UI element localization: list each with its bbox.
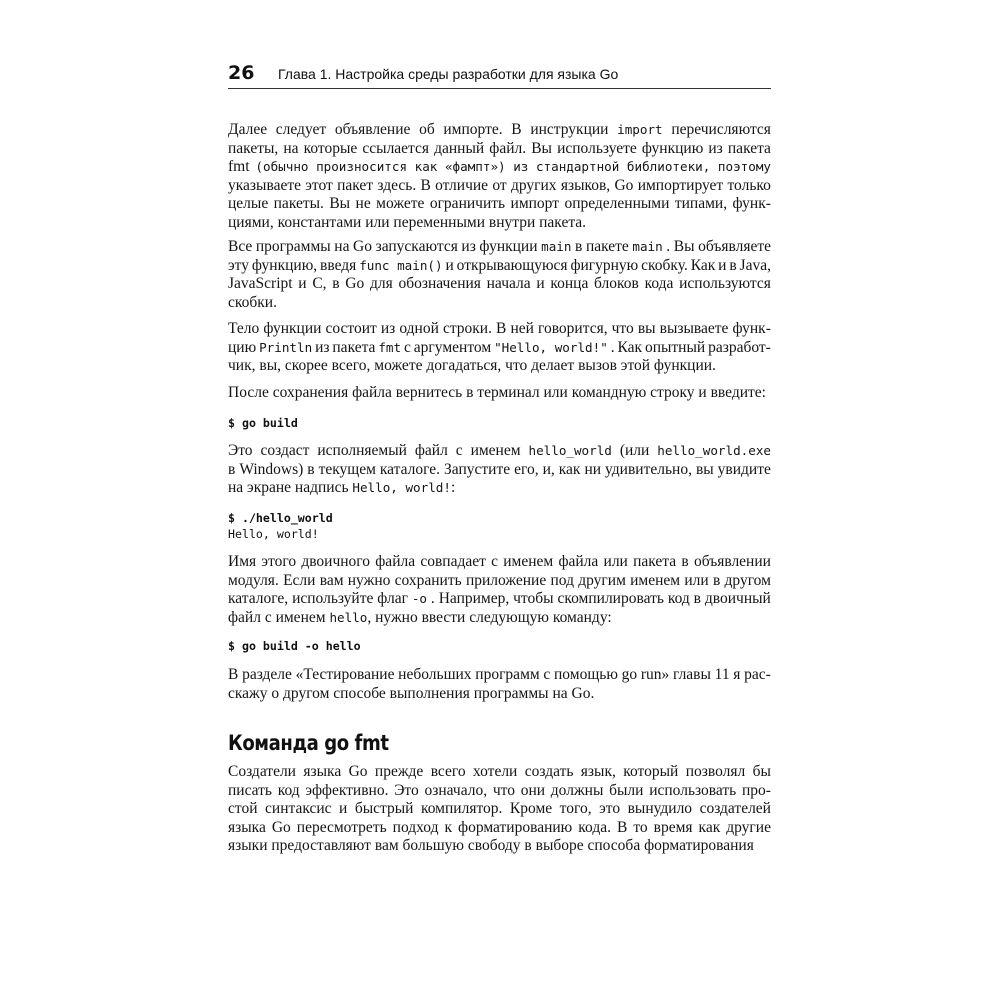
word: писать	[228, 781, 272, 799]
word: флаг	[377, 590, 408, 608]
word: всего	[430, 763, 466, 780]
inline-code: Hello, world!	[352, 480, 451, 496]
word: Вы	[329, 195, 351, 213]
program-output: Hello, world!	[228, 527, 319, 541]
text-line	[228, 238, 771, 257]
text-segment: скобки.	[228, 293, 277, 311]
paragraph-binary-name	[228, 553, 771, 627]
word: функ-	[732, 195, 771, 213]
word: здесь.	[377, 176, 417, 194]
word: программ	[475, 666, 540, 683]
word: указываете	[228, 176, 301, 194]
text-line	[228, 782, 771, 801]
word: язык,	[580, 763, 616, 780]
text-line	[228, 158, 771, 177]
paragraph-go-run-reference	[228, 666, 771, 703]
word: Java,	[739, 256, 771, 274]
inline-code: import	[617, 122, 663, 137]
word: вызываете	[659, 320, 729, 337]
word: этот	[305, 176, 333, 194]
word: строки.	[442, 320, 492, 337]
word: других	[510, 176, 557, 194]
word: Имя	[228, 553, 257, 570]
word: то	[633, 818, 648, 836]
word: пакета	[332, 338, 376, 356]
word: Windows)	[239, 460, 304, 478]
word: сохранить	[394, 571, 462, 589]
word: я	[733, 666, 741, 683]
word: небольших	[398, 666, 472, 683]
word: в	[693, 590, 701, 608]
word: блоков	[594, 275, 639, 293]
text-line	[228, 572, 771, 591]
word: run»	[640, 666, 670, 683]
word: обозначения	[398, 275, 481, 293]
text-line	[228, 461, 771, 480]
word: рас-	[744, 666, 771, 683]
word: языка	[303, 763, 342, 780]
word: объявление	[334, 121, 411, 138]
word: и	[536, 275, 545, 293]
text-line	[228, 800, 771, 819]
word: пакета	[633, 553, 677, 570]
word: В	[616, 818, 628, 836]
word: вам	[319, 571, 344, 589]
word: объявляете	[698, 238, 771, 255]
text-line	[228, 177, 771, 196]
word: В	[511, 121, 522, 138]
inline-code: Println	[259, 339, 313, 355]
word: и	[339, 800, 348, 818]
word: импорт	[510, 195, 559, 213]
word: помощью	[554, 666, 618, 683]
word: Go	[614, 176, 634, 194]
word: 11	[714, 666, 730, 683]
word: Go	[353, 238, 372, 255]
text-line	[228, 609, 771, 628]
word: из	[380, 320, 396, 337]
section-heading: Команда go fmt	[228, 731, 389, 755]
text-line	[228, 214, 771, 233]
word: были	[609, 781, 644, 799]
word: форматированию	[458, 818, 573, 836]
word: функ-	[732, 320, 771, 337]
word: Как	[617, 338, 643, 356]
paragraph-main-function	[228, 238, 771, 312]
word: подход	[392, 818, 439, 836]
word: в	[228, 460, 236, 478]
word: из	[708, 139, 723, 157]
inline-code: fmt	[378, 339, 402, 355]
word: определенными	[564, 195, 670, 213]
word: открывающуюся	[456, 256, 568, 274]
text-line	[228, 320, 771, 339]
word: отличие	[435, 176, 489, 194]
word: введя	[320, 256, 357, 274]
word: fmt	[228, 158, 250, 176]
word: как	[698, 818, 721, 836]
word: состоит	[325, 320, 377, 337]
word: с	[543, 666, 551, 683]
word: перечисляются	[671, 121, 771, 138]
word: .	[666, 238, 671, 255]
code-block-run-hello	[228, 510, 333, 542]
text-line	[228, 339, 771, 358]
word: позволял	[685, 763, 746, 780]
text-line	[228, 685, 771, 704]
word: пересмотреть	[296, 818, 387, 836]
inline-code: hello	[329, 609, 368, 625]
word: с	[491, 553, 499, 570]
word: функции	[263, 320, 322, 337]
paragraph-go-fmt	[228, 763, 771, 856]
word: ни	[584, 460, 602, 478]
word: используете	[557, 139, 637, 157]
word: разделе	[242, 666, 292, 683]
word: как	[558, 460, 581, 478]
word: Если	[283, 571, 316, 589]
word: JavaScript	[228, 275, 293, 293]
word: который	[623, 763, 679, 780]
word: в	[681, 553, 689, 570]
word: именем	[470, 442, 521, 459]
text-segment: :	[450, 479, 456, 497]
inline-code: main	[541, 239, 572, 254]
word: и	[718, 256, 727, 274]
word: (или	[619, 442, 650, 459]
word: каталоге,	[228, 590, 289, 608]
word: аргументом	[413, 338, 492, 356]
word: целые	[228, 195, 269, 213]
word: с	[455, 442, 463, 459]
word: пакет	[337, 176, 374, 194]
word: другие	[726, 818, 771, 836]
word: кода	[644, 275, 674, 293]
word: с	[404, 338, 411, 356]
word: конца	[550, 275, 589, 293]
word: текущем	[318, 460, 376, 478]
word: прежде	[374, 763, 424, 780]
word: модуля.	[228, 571, 279, 589]
text-segment: чик, вы, скорее всего, можете догадаться, что делает вызов этой функции.	[228, 357, 716, 375]
word: двоичный	[704, 590, 771, 608]
word: из	[461, 238, 476, 255]
word: стой	[228, 800, 258, 818]
word: код	[667, 590, 690, 608]
word: объявлении	[693, 553, 771, 570]
word: следует	[275, 121, 327, 138]
word: одной	[399, 320, 439, 337]
word: запускаются	[375, 238, 458, 255]
word: этого	[261, 553, 297, 570]
text-line	[228, 590, 771, 609]
word: типами,	[674, 195, 728, 213]
chapter-title: Глава 1. Настройка среды разработки для языка Go	[278, 66, 619, 82]
word: для	[369, 275, 393, 293]
text-line	[228, 275, 771, 294]
word: Например,	[438, 590, 510, 608]
word: Далее	[228, 121, 268, 138]
word: В	[228, 666, 239, 683]
text-line	[228, 257, 771, 276]
text-line	[228, 763, 771, 782]
word: Вы	[673, 238, 695, 255]
text-line	[228, 837, 771, 856]
word: В	[496, 320, 507, 337]
word: к	[444, 818, 453, 836]
word: импорте.	[443, 121, 503, 138]
word: использовать	[649, 781, 737, 799]
word: в	[332, 275, 340, 293]
word: Go	[345, 275, 365, 293]
word: цию	[228, 338, 257, 356]
shell-command: $ go build	[228, 416, 298, 430]
word: go	[621, 666, 638, 683]
text-line	[228, 666, 771, 685]
text-line	[228, 442, 771, 461]
word: Как	[690, 256, 716, 274]
text-line	[228, 140, 771, 159]
word: Тело	[228, 320, 260, 337]
text-line	[228, 357, 771, 376]
word: другим	[578, 571, 626, 589]
word: пакеты,	[228, 139, 279, 157]
word: быстрый	[354, 800, 414, 818]
word: пакеты.	[273, 195, 324, 213]
word: они	[520, 781, 546, 799]
word: C,	[312, 275, 327, 293]
text-segment: , нужно ввести следующую команду:	[367, 608, 612, 626]
word: функцию,	[251, 256, 318, 274]
word: ней	[510, 320, 534, 337]
word: синтаксис	[265, 800, 332, 818]
word: которые	[303, 139, 358, 157]
word: именем	[630, 571, 681, 589]
word: на	[283, 139, 299, 157]
inline-code: -o	[411, 591, 428, 607]
word: на	[334, 238, 350, 255]
inline-code: func main()	[359, 257, 443, 273]
word: Это	[394, 781, 419, 799]
word: создаст	[260, 442, 310, 459]
word: опытный	[644, 338, 706, 356]
text-line	[228, 294, 771, 313]
word: используйте	[292, 590, 374, 608]
word: вы	[637, 320, 656, 337]
word: его,	[514, 460, 539, 478]
word: только	[727, 176, 771, 194]
word: говорится,	[538, 320, 608, 337]
word: языка	[228, 818, 266, 836]
word: В	[420, 176, 431, 194]
word: или	[603, 553, 628, 570]
word: данный	[434, 139, 485, 157]
word: в	[575, 238, 583, 255]
word: или	[684, 571, 709, 589]
word: языков,	[560, 176, 611, 194]
word: приложение	[465, 571, 547, 589]
code-block-go-build	[228, 415, 298, 431]
word: используются	[679, 275, 771, 293]
word: файл	[414, 442, 448, 459]
word: исполняемый	[317, 442, 407, 459]
word: именем	[503, 553, 554, 570]
word: функцию	[641, 139, 704, 157]
word: .	[430, 590, 435, 608]
word: Вы	[531, 139, 552, 157]
text-line	[228, 819, 771, 838]
word: Это	[228, 442, 253, 459]
word: Запустите	[444, 460, 511, 478]
word: файл.	[489, 139, 527, 157]
word: не	[355, 195, 371, 213]
word: файла	[558, 553, 599, 570]
inline-code: main	[632, 239, 663, 254]
word: от	[492, 176, 507, 194]
word: ссылается	[362, 139, 430, 157]
word: из	[315, 338, 330, 356]
word: эту	[228, 256, 249, 274]
word: должны	[550, 781, 604, 799]
word: время	[653, 818, 693, 836]
paragraph-import	[228, 121, 771, 233]
word: в	[712, 571, 721, 589]
word: главы	[673, 666, 711, 683]
word: файла	[375, 553, 416, 570]
word: импортирует	[637, 176, 724, 194]
word: пакета	[727, 139, 771, 157]
inline-code: "Hello, world!"	[494, 339, 608, 355]
word: совпадает	[420, 553, 486, 570]
word: в	[729, 256, 737, 274]
inline-code: hello_world.exe	[657, 443, 771, 458]
word: нужно	[347, 571, 391, 589]
word: и	[445, 256, 454, 274]
page-number: 26	[228, 62, 255, 84]
text-segment: на экране надпись	[228, 479, 353, 497]
word: под	[550, 571, 574, 589]
text-line	[228, 384, 771, 403]
word: это	[599, 800, 621, 818]
text-line	[228, 479, 771, 498]
inline-code: (обычно произносится как «фампт») из стандартной библиотеки, поэтому	[255, 159, 771, 175]
running-head	[228, 60, 771, 89]
word: можете	[376, 195, 425, 213]
word: хотели	[472, 763, 518, 780]
text-segment: скажу о другом способе выполнения программы на Go.	[228, 684, 595, 702]
word: вы	[695, 460, 714, 478]
paragraph-save-file	[228, 384, 771, 403]
word: Кроме	[509, 800, 553, 818]
text-segment: После сохранения файла вернитесь в терминал или командную строку и введите:	[228, 384, 766, 401]
word: того,	[559, 800, 592, 818]
word: код	[277, 781, 300, 799]
word: об	[419, 121, 435, 138]
word: в	[307, 460, 315, 478]
text-segment: языки предоставляют вам большую свободу в выборе способа форматирования	[228, 837, 754, 855]
word: и	[298, 275, 307, 293]
word: пакете	[585, 238, 629, 255]
paragraph-executable	[228, 442, 771, 498]
word: чтобы	[513, 590, 554, 608]
word: .	[610, 338, 615, 356]
word: ограничить	[429, 195, 506, 213]
inline-code: hello_world	[528, 443, 612, 458]
word: фигурную	[570, 256, 639, 274]
text-line	[228, 553, 771, 572]
word: создать	[524, 763, 574, 780]
word: каталоге.	[379, 460, 441, 478]
word: Go	[271, 818, 291, 836]
word: и,	[542, 460, 555, 478]
word: другом	[724, 571, 771, 589]
word: «Тестирование	[295, 666, 395, 683]
text-segment: файл с именем	[228, 608, 330, 626]
text-line	[228, 121, 771, 140]
word: компилятор.	[420, 800, 503, 818]
word: вынудило	[627, 800, 693, 818]
word: удивительно,	[605, 460, 692, 478]
word: Все	[228, 238, 253, 255]
word: двоичного	[301, 553, 371, 570]
text-line	[228, 195, 771, 214]
word: Go	[348, 763, 368, 780]
text-segment: циями, константами или переменными внутри пакета.	[228, 213, 587, 231]
code-block-go-build-o	[228, 638, 361, 654]
word: разработ-	[708, 338, 771, 356]
word: Создатели	[228, 763, 296, 780]
word: означало,	[424, 781, 488, 799]
word: эффективно.	[305, 781, 389, 799]
word: про-	[741, 781, 771, 799]
shell-command: $ ./hello_world	[228, 511, 333, 525]
word: программы	[255, 238, 331, 255]
word: увидите	[717, 460, 771, 478]
word: кода.	[578, 818, 611, 836]
word: начала	[486, 275, 531, 293]
word: функции	[479, 238, 538, 255]
paragraph-function-body	[228, 320, 771, 376]
word: что	[611, 320, 634, 337]
word: создателей	[699, 800, 771, 818]
word: скомпилировать	[557, 590, 664, 608]
word: скобку.	[641, 256, 688, 274]
word: бы	[752, 763, 771, 780]
shell-command: $ go build -o hello	[228, 639, 361, 653]
word: инструкции	[530, 121, 609, 138]
word: что	[492, 781, 515, 799]
